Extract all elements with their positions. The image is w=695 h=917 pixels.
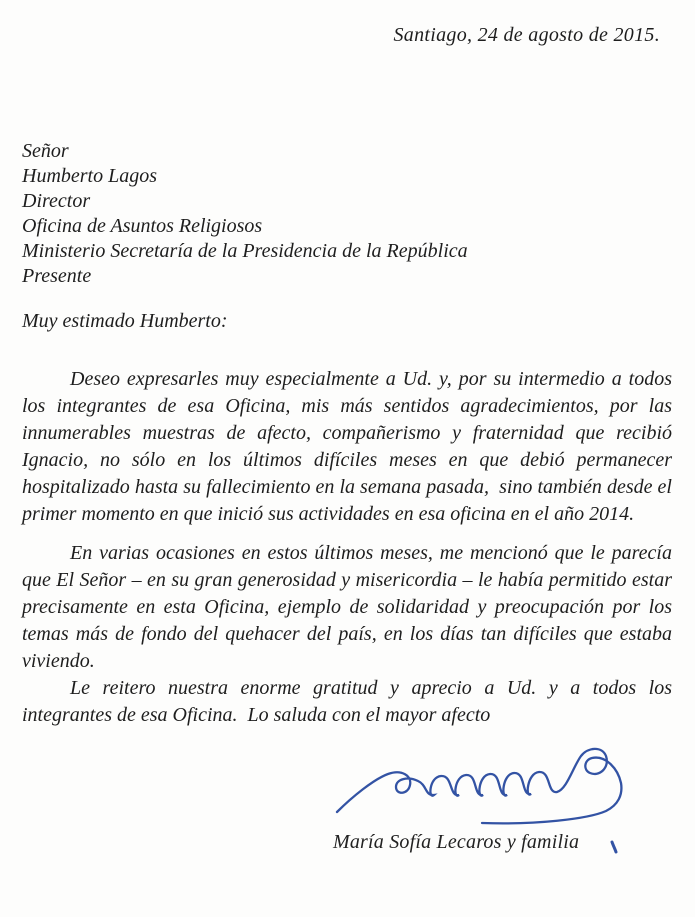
recipient-line-name: Humberto Lagos xyxy=(22,165,158,187)
recipient-line-presente: Presente xyxy=(22,265,92,287)
recipient-line-title: Director xyxy=(22,190,91,212)
recipient-line-ministry: Ministerio Secretaría de la Presidencia de la República xyxy=(22,240,468,262)
recipient-line-office: Oficina de Asuntos Religiosos xyxy=(22,215,263,237)
recipient-block xyxy=(22,139,468,289)
recipient-line-senor: Señor xyxy=(22,140,69,162)
paragraph-closing: Le reitero nuestra enorme gratitud y aprecio a Ud. y a todos los integrantes de esa Oficina. Lo saluda con el mayor afecto xyxy=(22,677,672,726)
signature-name: María Sofía Lecaros y familia xyxy=(333,831,580,853)
paragraph-reflection: En varias ocasiones en estos últimos meses, me mencionó que le parecía que El Señor – en su gran generosidad y misericordia – le había permitido estar precisamente en esta Oficina, ejemplo de solidaridad y preocupación por los temas más de fondo del quehacer del país, en los días tan difíciles que estaba viviendo. xyxy=(22,542,672,672)
paragraph-thanks: Deseo expresarles muy especialmente a Ud. y, por su intermedio a todos los integrantes de esa Oficina, mis más sentidos agradecimientos, por las innumerables muestras de afecto, compañerismo y fraternidad que recibió Ignacio, no sólo en los últimos difíciles meses en que debió permanecer hospitalizado hasta su fallecimiento en la semana pasada, sino también desde el primer momento en que inició sus actividades en esa oficina en el año 2014. xyxy=(22,368,672,525)
letter-body xyxy=(22,366,672,729)
salutation: Muy estimado Humberto: xyxy=(22,310,228,332)
date-line: Santiago, 24 de agosto de 2015. xyxy=(393,24,660,46)
